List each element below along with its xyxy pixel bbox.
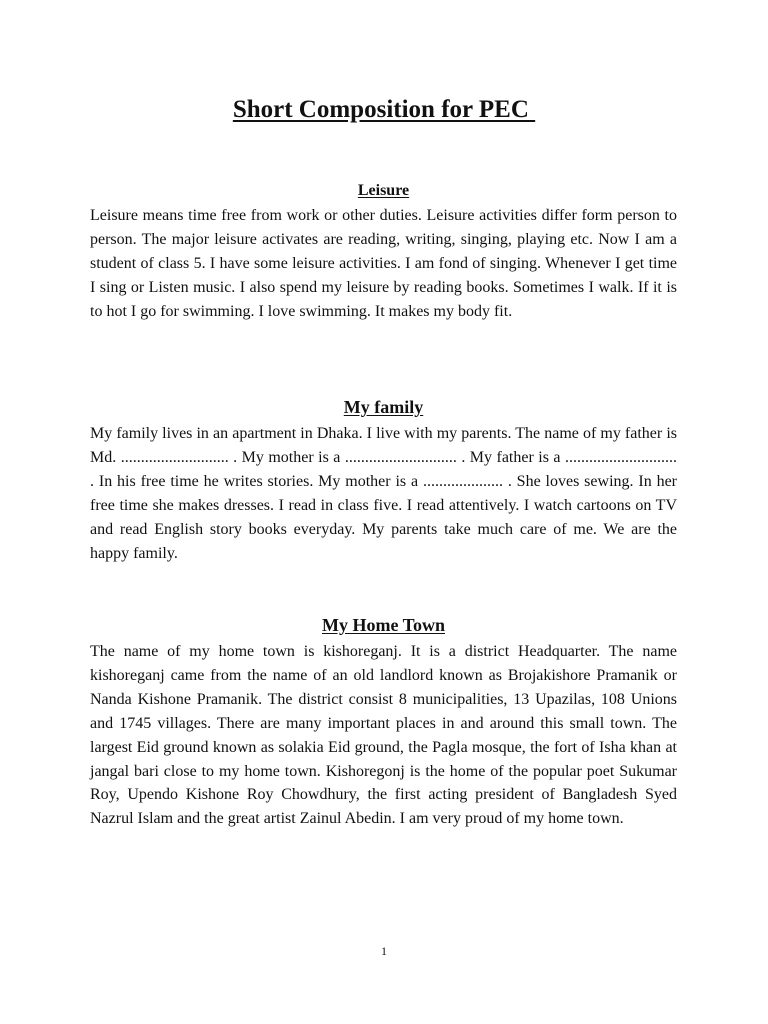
- section-leisure: [90, 180, 677, 324]
- page-number: 1: [381, 944, 387, 958]
- section-heading-my-family: My family: [343, 397, 424, 417]
- document-title: [0, 93, 768, 127]
- section-heading-leisure: Leisure: [357, 182, 410, 199]
- section-body-leisure: Leisure means time free from work or other duties. Leisure activities differ form person to person. The major leisure activates are reading, writing, singing, playing etc. Now I am a student of class 5. I have some leisure activities. I am fond of singing. Whenever I get time I sing or Listen music. I also spend my leisure by reading books. Sometimes I walk. If it is to hot I go for swimming. I love swimming. It makes my body fit.: [90, 207, 677, 320]
- section-body-my-home-town: The name of my home town is kishoreganj. It is a district Headquarter. The name kishoreganj came from the name of an old landlord known as Brojakishore Pramanik or Nanda Kishone Pramanik. The district consist 8 municipalities, 13 Upazilas, 108 Unions and 1745 villages. There are many important places in and around this small town. The largest Eid ground known as solakia Eid ground, the Pagla mosque, the fort of Isha khan at jangal bari close to my home town. Kishoregonj is the home of the popular poet Sukumar Roy, Upendo Kishone Roy Chowdhury, the first acting president of Bangladesh Syed Nazrul Islam and the great artist Zainul Abedin. I am very proud of my home town.: [90, 643, 677, 828]
- section-my-home-town: [90, 613, 677, 831]
- document-title-text: Short Composition for PEC: [232, 96, 536, 123]
- section-heading-my-home-town: My Home Town: [321, 615, 445, 635]
- section-my-family: [90, 395, 677, 565]
- section-body-my-family: My family lives in an apartment in Dhaka. I live with my parents. The name of my father is Md. ........................... . My mother is a ............................ . My father is a ............................ . In his free time he writes stories. My mother is a .................... . She loves sewing. In her free time she makes dresses. I read in class five. I read attentively. I watch cartoons on TV and read English story books everyday. My parents take much care of me. We are the happy family.: [90, 425, 677, 562]
